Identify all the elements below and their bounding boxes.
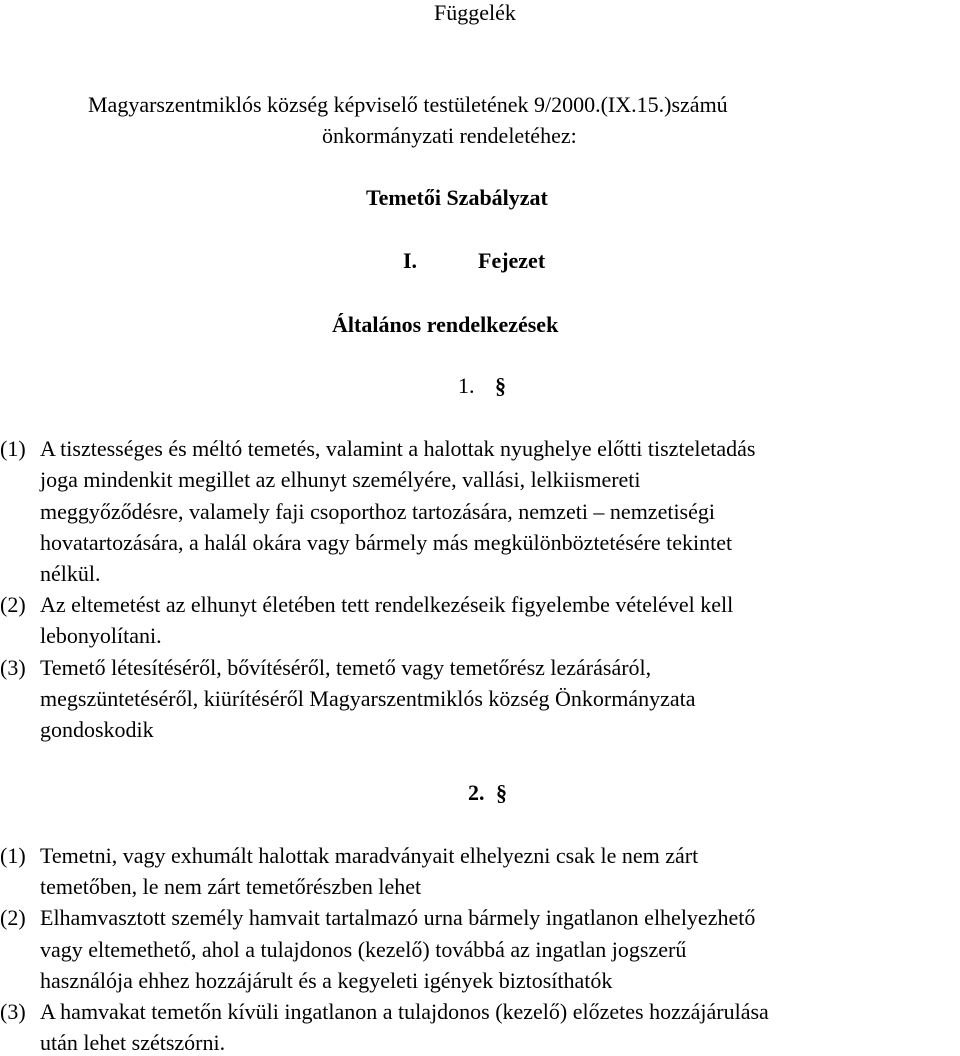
section-2-number: 2. (468, 780, 485, 805)
paragraph-line: megszüntetéséről, kiürítéséről Magyarszentmiklós község Önkormányzata (40, 686, 696, 711)
ordinance-reference-line-2: önkormányzati rendeletéhez: (322, 123, 577, 148)
paragraph-marker: (3) (0, 999, 26, 1024)
paragraph-line: Az eltemetést az elhunyt életében tett rendelkezéseik figyelembe vételével kell (40, 592, 734, 617)
paragraph-line: lebonyolítani. (40, 623, 162, 648)
ordinance-reference-line-1: Magyarszentmiklós község képviselő testületének 9/2000.(IX.15.)számú (88, 92, 728, 117)
paragraph-marker: (1) (0, 436, 26, 461)
chapter-label: Fejezet (478, 248, 546, 273)
paragraph-line: meggyőződésre, valamely faji csoporthoz tartozására, nemzeti – nemzetiségi (40, 499, 715, 524)
section-symbol: § (495, 373, 506, 398)
paragraph-line: után lehet szétszórni. (40, 1030, 226, 1055)
section-1-number: 1. (458, 373, 475, 398)
paragraph-marker: (3) (0, 655, 26, 680)
paragraph-line: vagy eltemethető, ahol a tulajdonos (kezelő) továbbá az ingatlan jogszerű (40, 937, 687, 962)
chapter-number: I. (403, 248, 418, 273)
paragraph-marker: (1) (0, 843, 26, 868)
paragraph-marker: (2) (0, 905, 26, 930)
paragraph-line: Temetni, vagy exhumált halottak maradványait elhelyezni csak le nem zárt (40, 843, 699, 868)
paragraph-line: temetőben, le nem zárt temetőrészben lehet (40, 874, 422, 899)
document-title: Temetői Szabályzat (366, 185, 548, 210)
text-line: A tisztességes és méltó temetés, valamint a halottak nyughelye előtti tiszteletadás (40, 436, 756, 461)
paragraph-line: gondoskodik (40, 717, 154, 742)
paragraph-line: használója ehhez hozzájárult és a kegyeleti igények biztosíthatók (40, 968, 613, 993)
paragraph-line: Temető létesítéséről, bővítéséről, temető vagy temetőrész lezárásáról, (40, 655, 652, 680)
paragraph-line: nélkül. (40, 561, 101, 586)
paragraph-line (40, 436, 945, 462)
paragraph-line: Elhamvasztott személy hamvait tartalmazó urna bármely ingatlanon elhelyezhető (40, 905, 756, 930)
appendix-title: Függelék (434, 0, 516, 25)
chapter-title: Általános rendelkezések (332, 312, 559, 337)
paragraph-marker: (2) (0, 592, 26, 617)
paragraph-line: joga mindenkit megillet az elhunyt személyére, vallási, lelkiismereti (40, 467, 641, 492)
paragraph-line: hovatartozására, a halál okára vagy bármely más megkülönböztetésére tekintet (40, 530, 733, 555)
section-symbol: § (496, 780, 507, 805)
paragraph-line: A hamvakat temetőn kívüli ingatlanon a tulajdonos (kezelő) előzetes hozzájárulása (40, 999, 769, 1024)
